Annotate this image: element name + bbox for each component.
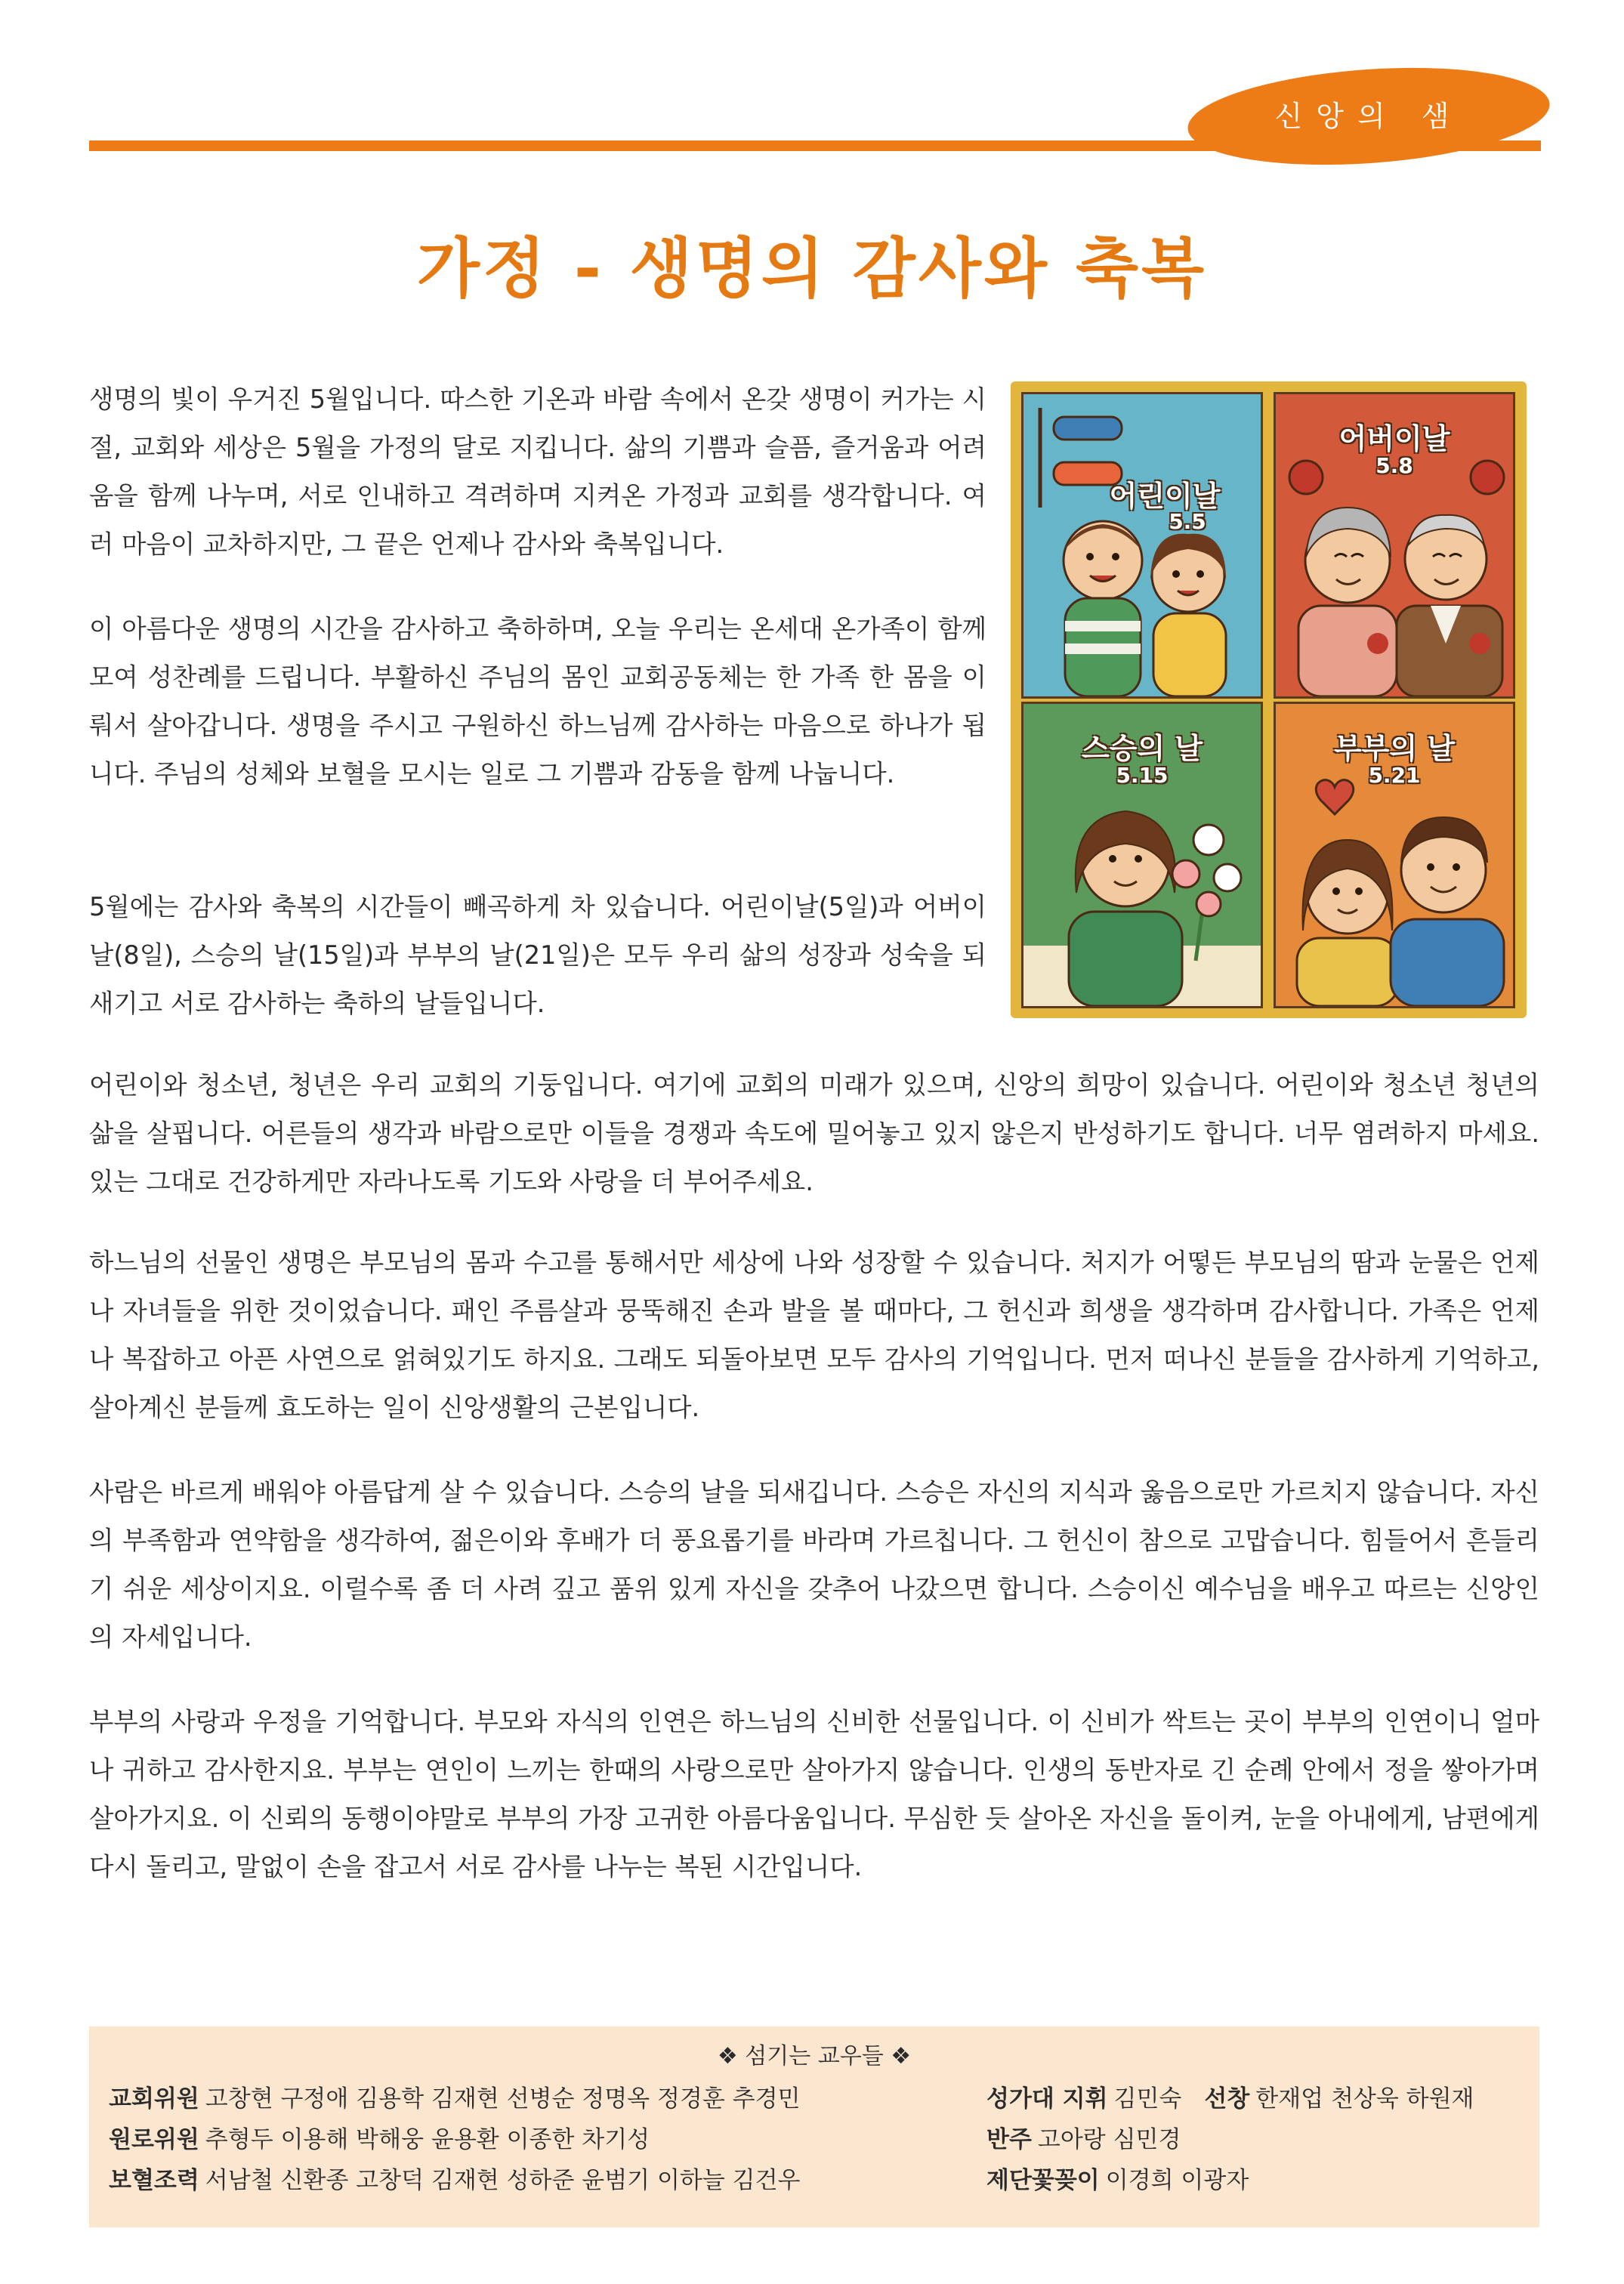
server-names: 이경희 이광자 [1105, 2167, 1249, 2194]
panel-date: 5.21 [1368, 763, 1421, 788]
server-names: 한재업 천상욱 하원재 [1255, 2085, 1474, 2113]
server-role: 제단꽃꽂이 [986, 2167, 1100, 2194]
server-row [986, 2120, 1181, 2154]
paragraph-7: 부부의 사랑과 우정을 기억합니다. 부모와 자식의 인연은 하느님의 신비한 선물입니다. 이 신비가 싹트는 곳이 부부의 인연이니 얼마나 귀하고 감사한지요. 부부는 연인이 느끼는 한때의 사랑으로만 살아가지 않습니다. 인생의 동반자로 긴 순례 안에서 정을 쌓아가며 살아가지요. 이 신뢰의 동행이야말로 부부의 가장 고귀한 아름다움입니다. 무심한 듯 살아온 자신을 돌이켜, 눈을 아내에게, 남편에게 다시 돌리고, 말없이 손을 잡고서 서로 감사를 나누는 복된 시간입니다. [89, 1707, 1539, 1881]
servers-heading: ❖ 섬기는 교우들 ❖ [717, 2043, 912, 2069]
server-role: 성가대 지휘 [986, 2085, 1108, 2113]
panel-title: 스승의 날 [1081, 732, 1203, 765]
paragraph-2: 이 아름다운 생명의 시간을 감사하고 축하하며, 오늘 우리는 온세대 온가족이 함께 모여 성찬례를 드립니다. 부활하신 주님의 몸인 교회공동체는 한 가족 한 몸을 이뤄서 살아갑니다. 생명을 주시고 구원하신 하느님께 감사하는 마음으로 하나가 됩니다. 주님의 성체와 보혈을 모시는 일로 그 기쁨과 감동을 함께 나눕니다. [89, 614, 986, 789]
paragraph-5: 하느님의 선물인 생명은 부모님의 몸과 수고를 통해서만 세상에 나와 성장할 수 있습니다. 처지가 어떻든 부모님의 땀과 눈물은 언제나 자녀들을 위한 것이었습니다. 패인 주름살과 뭉뚝해진 손과 발을 볼 때마다, 그 헌신과 희생을 생각하며 감사합니다. 가족은 언제나 복잡하고 아픈 사연으로 얽혀있기도 하지요. 그래도 되돌아보면 모두 감사의 기억입니다. 먼저 떠나신 분들을 감사하게 기억하고, 살아계신 분들께 효도하는 일이 신앙생활의 근본입니다. [89, 1248, 1539, 1422]
panel-couples-day [1274, 702, 1515, 1008]
server-role: 원로위원 [109, 2126, 199, 2153]
server-row [109, 2120, 650, 2154]
server-names: 추형두 이용해 박해웅 윤용환 이종한 차기성 [205, 2126, 650, 2153]
server-role: 보혈조력 [109, 2167, 199, 2194]
panel-title: 어버이날 [1338, 422, 1450, 455]
server-row [109, 2079, 800, 2113]
paragraph-6: 사람은 바르게 배워야 아름답게 살 수 있습니다. 스승의 날을 되새깁니다. 스승은 자신의 지식과 옳음으로만 가르치지 않습니다. 자신의 부족함과 연약함을 생각하여, 젊은이와 후배가 더 풍요롭기를 바라며 가르칩니다. 그 헌신이 참으로 고맙습니다. 힘들어서 흔들리기 쉬운 세상이지요. 이럴수록 좀 더 사려 깊고 품위 있게 자신을 갖추어 나갔으면 합니다. 스승이신 예수님을 배우고 따르는 신앙인의 자세입니다. [89, 1477, 1539, 1652]
panel-teachers-day [1021, 702, 1263, 1008]
server-row [109, 2161, 800, 2195]
paragraph-4: 어린이와 청소년, 청년은 우리 교회의 기둥입니다. 여기에 교회의 미래가 있으며, 신앙의 희망이 있습니다. 어린이와 청소년 청년의 삶을 살핍니다. 어른들의 생각과 바람으로만 이들을 경쟁과 속도에 밀어놓고 있지 않은지 반성하기도 합니다. 너무 염려하지 마세요. 있는 그대로 건강하게만 자라나도록 기도와 사랑을 더 부어주세요. [89, 1070, 1539, 1196]
server-names: 서남철 신환종 고창덕 김재현 성하준 윤범기 이하늘 김건우 [205, 2167, 801, 2194]
section-label: 신앙의 샘 [1274, 100, 1463, 133]
panel-childrens-day [1021, 392, 1263, 699]
server-names: 고아랑 심민경 [1037, 2126, 1181, 2153]
paragraph-3: 5월에는 감사와 축복의 시간들이 빼곡하게 차 있습니다. 어린이날(5일)과 어버이날(8일), 스승의 날(15일)과 부부의 날(21일)은 모두 우리 삶의 성장과 성숙을 되새기고 서로 감사하는 축하의 날들입니다. [89, 892, 986, 1018]
panel-title: 부부의 날 [1333, 732, 1456, 765]
panel-date: 5.15 [1116, 763, 1169, 788]
page-title: 가정 - 생명의 감사와 축복 [416, 231, 1208, 307]
panel-parents-day [1274, 392, 1515, 699]
panel-date: 5.8 [1375, 453, 1413, 478]
children-illustration [1023, 394, 1261, 696]
server-row [986, 2161, 1249, 2195]
family-month-illustration [1011, 381, 1527, 1018]
servers-box [89, 2026, 1539, 2227]
server-role: 선창 [1204, 2085, 1250, 2113]
server-names: 김민숙 [1113, 2085, 1182, 2113]
paragraph-1: 생명의 빛이 우거진 5월입니다. 따스한 기온과 바람 속에서 온갖 생명이 커가는 시절, 교회와 세상은 5월을 가정의 달로 지킵니다. 삶의 기쁨과 슬픔, 즐거움과 어려움을 함께 나누며, 서로 인내하고 격려하며 지켜온 가정과 교회를 생각합니다. 여러 마음이 교차하지만, 그 끝은 언제나 감사와 축복입니다. [89, 384, 986, 559]
server-role: 교회위원 [109, 2085, 199, 2113]
server-role: 반주 [986, 2126, 1032, 2153]
panel-title: 어린이날 [1109, 480, 1221, 513]
server-names: 고창현 구정애 김용학 김재현 선병순 정명옥 정경훈 추경민 [205, 2085, 801, 2113]
server-row [986, 2079, 1474, 2113]
panel-date: 5.5 [1169, 509, 1206, 534]
